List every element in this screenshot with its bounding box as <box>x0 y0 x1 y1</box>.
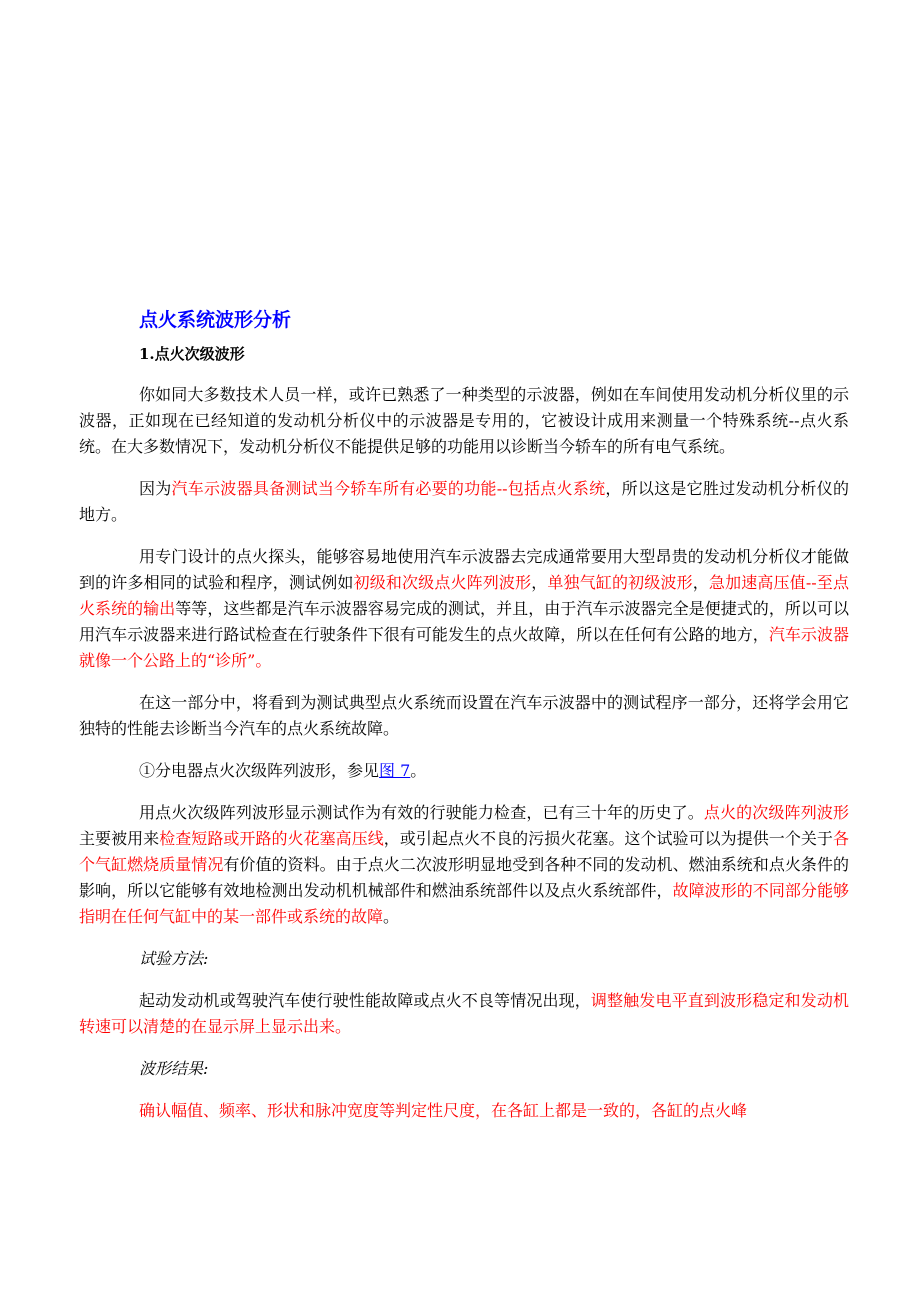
paragraph-section-overview: 在这一部分中，将看到为测试典型点火系统而设置在汽车示波器中的测试程序一部分，还将学会用它独特的性能去诊断当今汽车的点火系统故障。 <box>79 693 849 738</box>
highlight-text: 故障波形的不同部分能够指明在任何气缸中的某一部件或系统的故障 <box>79 881 849 926</box>
highlight-text: 初级和次级点火阵列波形 <box>353 573 532 592</box>
text-span: 用专门设计的点火探头，能够容易地使用汽车示波器去完成通常要用大型昂贵的发动机分析仪才能做到的许多相同的试验和程序，测试例如 <box>79 547 849 592</box>
highlight-text: 汽车示波器具备测试当今轿车所有必要的功能--包括点火系统 <box>171 479 606 498</box>
highlight-text: 各个气缸燃烧质量情况 <box>79 829 849 874</box>
text-span: 。 <box>383 907 400 926</box>
highlight-text: 急加速高压值--至点火系统的输出 <box>79 573 849 618</box>
paragraph-figure-ref <box>79 758 849 784</box>
section-heading: 1.点火次级波形 <box>139 345 245 363</box>
text-span: 主要被用来 <box>79 829 160 848</box>
text-span: 有价值的资料。由于点火二次波形明显地受到各种不同的发动机、燃油系统和点火条件的影响，所以它能够有效地检测出发动机机械部件和燃油系统部件以及点火系统部件， <box>79 855 849 900</box>
highlight-text: 单独气缸的初级波形 <box>547 573 693 592</box>
text-span: ①分电器点火次级阵列波形，参见 <box>139 761 380 780</box>
text-span: ， <box>531 573 548 592</box>
text-span: ，所以这是它胜过发动机分析仪的地方。 <box>79 479 849 524</box>
paragraph-probe <box>79 544 849 674</box>
text-span: 因为 <box>139 479 172 498</box>
test-method-label: 试验方法: <box>139 949 209 968</box>
highlight-text: 调整触发电平直到波形稳定和发动机转速可以清楚的在显示屏上显示出来。 <box>79 991 849 1036</box>
paragraph-advantage <box>79 476 849 528</box>
highlight-text: 检查短路或开路的火花塞高压线 <box>159 829 384 848</box>
highlight-text: 汽车示波器就像一个公路上的“诊所”。 <box>79 625 849 670</box>
page-title: 点火系统波形分析 <box>139 309 292 331</box>
text-span: 用点火次级阵列波形显示测试作为有效的行驶能力检查，已有三十年的历史了。 <box>139 803 704 822</box>
waveform-result-label: 波形结果: <box>139 1059 209 1078</box>
text-span: 。 <box>410 761 427 780</box>
text-span: ， <box>692 573 709 592</box>
paragraph-waveform-result: 确认幅值、频率、形状和脉冲宽度等判定性尺度，在各缸上都是一致的，各缸的点火峰 <box>139 1101 748 1120</box>
document-page <box>79 306 849 1124</box>
text-span: 等等，这些都是汽车示波器容易完成的测试，并且，由于汽车示波器完全是便捷式的，所以可以用汽车示波器来进行路试检查在行驶条件下很有可能发生的点火故障，所以在任何有公路的地方， <box>79 599 849 644</box>
figure-7-link[interactable]: 图 7 <box>379 761 411 780</box>
text-span: ，或引起点火不良的污损火花塞。这个试验可以为提供一个关于 <box>383 829 833 848</box>
paragraph-intro: 你如同大多数技术人员一样，或许已熟悉了一种类型的示波器，例如在车间使用发动机分析仪里的示波器，正如现在已经知道的发动机分析仪中的示波器是专用的，它被设计成用来测量一个特殊系统--点火系统。在大多数情况下，发动机分析仪不能提供足够的功能用以诊断当今轿车的所有电气系统。 <box>79 385 849 456</box>
text-span: 起动发动机或驾驶汽车使行驶性能故障或点火不良等情况出现， <box>139 991 591 1010</box>
highlight-text: 点火的次级阵列波形 <box>703 803 849 822</box>
paragraph-test-method <box>79 988 849 1040</box>
paragraph-secondary-array <box>79 800 849 930</box>
